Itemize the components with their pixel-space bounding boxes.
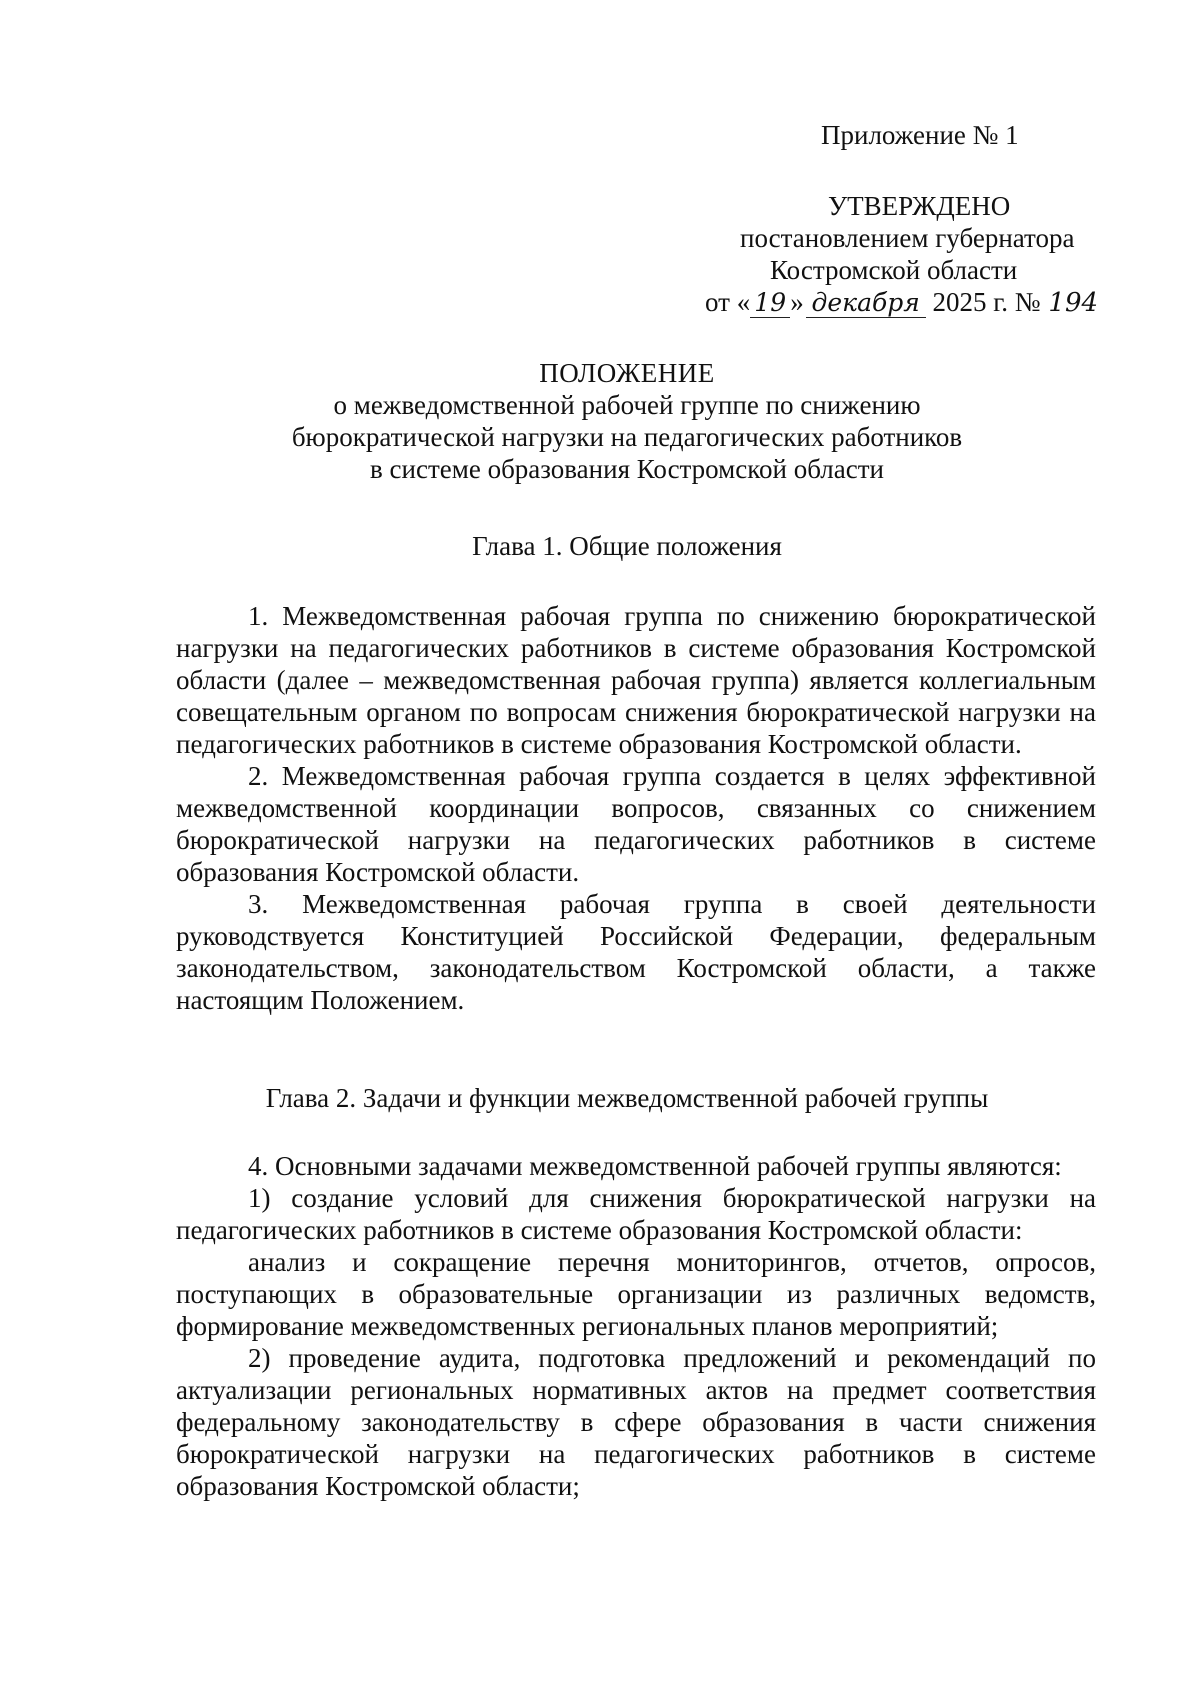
date-month-handwritten: декабря xyxy=(806,289,926,318)
paragraph: 1) создание условий для снижения бюрократической нагрузки на педагогических работников в системе образования Костромской области: xyxy=(176,1183,1096,1245)
approval-date-line xyxy=(690,286,1110,318)
paragraph: 1. Межведомственная рабочая группа по снижению бюрократической нагрузки на педагогических работников в системе образования Костромской области (далее – межведомственная рабочая группа) является коллегиальным совещательным органом по вопросам снижения бюрократической нагрузки на педагогических работников в системе образования Костромской области. xyxy=(176,601,1096,759)
approval-stamp xyxy=(690,190,1110,318)
document-title xyxy=(160,357,1094,485)
title-line-1: о межведомственной рабочей группе по снижению xyxy=(333,390,921,420)
chapter-1-body xyxy=(176,600,1096,1016)
appendix-label: Приложение № 1 xyxy=(821,120,1019,150)
approved-by-line2: Костромской области xyxy=(770,255,1018,285)
date-mid: » xyxy=(790,287,804,317)
date-year: 2025 г. № xyxy=(932,287,1041,317)
date-prefix: от « xyxy=(705,287,751,317)
date-day-handwritten: 19 xyxy=(750,289,790,318)
paragraph: 2. Межведомственная рабочая группа создается в целях эффективной межведомственной координации вопросов, связанных со снижением бюрократической нагрузки на педагогических работников в системе образования Костромской области. xyxy=(176,761,1096,887)
title-heading: ПОЛОЖЕНИЕ xyxy=(539,358,715,388)
paragraph: 3. Межведомственная рабочая группа в своей деятельности руководствуется Конституцией Российской Федерации, федеральным законодательством, законодательством Костромской области, а также настоящим Положением. xyxy=(176,889,1096,1015)
paragraph: 2) проведение аудита, подготовка предложений и рекомендаций по актуализации региональных нормативных актов на предмет соответствия федеральному законодательству в сфере образования в части снижения бюрократической нагрузки на педагогических работников в системе образования Костромской области; xyxy=(176,1343,1096,1501)
title-line-2: бюрократической нагрузки на педагогических работников xyxy=(291,422,963,452)
approved-by-line1: постановлением губернатора xyxy=(740,223,1075,253)
chapter-2-body xyxy=(176,1150,1096,1502)
chapter-1-heading: Глава 1. Общие положения xyxy=(472,531,782,561)
paragraph: анализ и сокращение перечня мониторингов, отчетов, опросов, поступающих в образовательные организации из различных ведомств, формирование межведомственных региональных планов мероприятий; xyxy=(176,1247,1096,1341)
doc-number-handwritten: 194 xyxy=(1048,288,1099,318)
chapter-2-heading: Глава 2. Задачи и функции межведомственной рабочей группы xyxy=(265,1083,989,1113)
approved-label: УТВЕРЖДЕНО xyxy=(828,191,1011,221)
paragraph: 4. Основными задачами межведомственной рабочей группы являются: xyxy=(248,1151,1062,1181)
title-line-3: в системе образования Костромской области xyxy=(370,454,884,484)
